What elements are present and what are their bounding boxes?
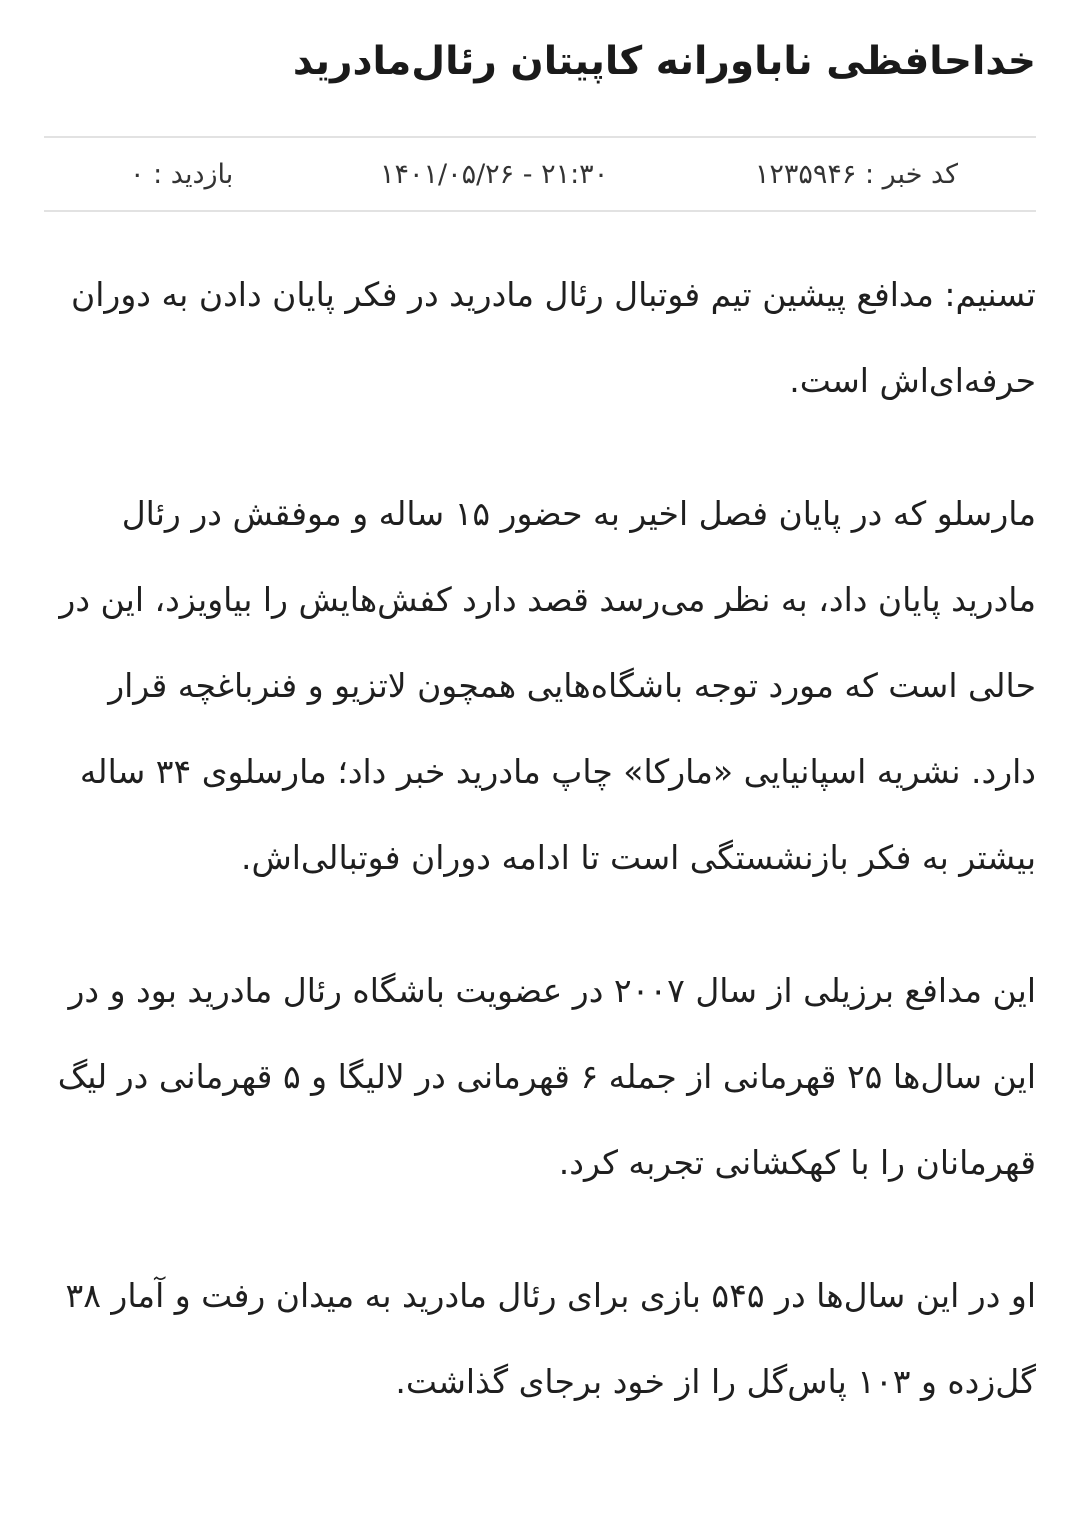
- article-paragraph: مارسلو که در پایان فصل اخیر به حضور ۱۵ ساله و موفقش در رئال مادرید پایان داد، به نظر می‌رسد قصد دارد کفش‌هایش را بیاویزد، این در حالی است که مورد توجه باشگاه‌هایی همچون لاتزیو و فنرباغچه قرار دارد. نشریه اسپانیایی «مارکا» چاپ مادرید خبر داد؛ مارسلوی ۳۴ ساله بیشتر به فکر بازنشستگی است تا ادامه دوران فوتبالی‌اش.: [59, 494, 1036, 877]
- article-paragraph: او در این سال‌ها در ۵۴۵ بازی برای رئال مادرید به میدان رفت و آمار ۳۸ گل‌زده و ۱۰۳ پاس‌گل را از خود برجای گذاشت.: [65, 1276, 1036, 1401]
- view-count: بازدید : ۰: [130, 158, 234, 190]
- article-paragraph: این مدافع برزیلی از سال ۲۰۰۷ در عضویت باشگاه رئال مادرید بود و در این سال‌ها ۲۵ قهرمانی از جمله ۶ قهرمانی در لالیگا و ۵ قهرمانی در لیگ قهرمانان را با کهکشانی تجربه کرد.: [57, 971, 1036, 1182]
- article-meta-bar: [44, 136, 1036, 212]
- news-code: کد خبر : ۱۲۳۵۹۴۶: [754, 158, 958, 190]
- article-paragraph: تسنیم: مدافع پیشین تیم فوتبال رئال مادرید در فکر پایان دادن به دوران حرفه‌ای‌اش است.: [71, 275, 1036, 400]
- article-title: خداحافظی ناباورانه کاپیتان رئال‌مادرید: [292, 39, 1036, 84]
- publish-datetime: ۱۴۰۱/۰۵/۲۶ - ۲۱:۳۰: [379, 158, 609, 190]
- article-body: [44, 252, 1036, 1425]
